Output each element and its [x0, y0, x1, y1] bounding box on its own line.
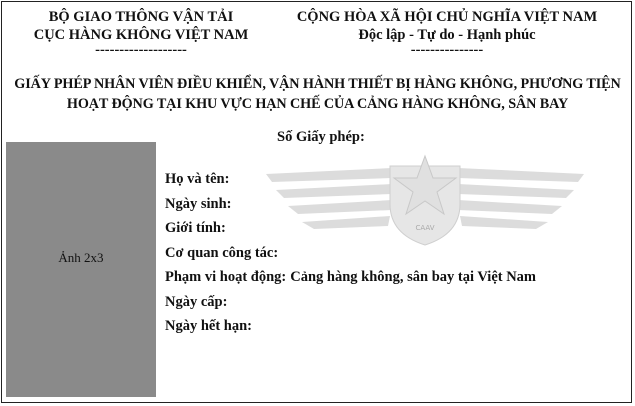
photo-placeholder — [6, 142, 156, 397]
national-heading — [264, 8, 630, 56]
field-row — [165, 316, 536, 341]
field-label: Giới tính: — [165, 220, 226, 236]
ministry-name: BỘ GIAO THÔNG VẬN TẢI — [48, 9, 234, 25]
field-label: Cơ quan công tác: — [165, 244, 279, 261]
field-row — [165, 194, 536, 219]
left-divider: ------------------- — [95, 42, 187, 58]
emblem-text: CAAV — [415, 224, 435, 232]
photo-label: Ảnh 2x3 — [58, 250, 104, 265]
permit-number-label: Số Giấy phép: — [277, 129, 365, 145]
field-row — [165, 243, 536, 268]
field-value: Cảng hàng không, sân bay tại Việt Nam — [290, 269, 537, 285]
right-divider: --------------- — [410, 42, 484, 58]
field-label: Ngày hết hạn: — [165, 318, 253, 334]
title-line-1: GIẤY PHÉP NHÂN VIÊN ĐIỀU KHIỂN, VẬN HÀNH THIẾT BỊ HÀNG KHÔNG, PHƯƠNG TIỆN — [14, 76, 621, 92]
field-row — [165, 169, 536, 194]
field-label: Ngày sinh: — [165, 195, 232, 212]
title-line-2: HOẠT ĐỘNG TẠI KHU VỰC HẠN CHẾ CỦA CẢNG HÀNG KHÔNG, SÂN BAY — [66, 96, 569, 112]
agency-name: CỤC HÀNG KHÔNG VIỆT NAM — [33, 27, 249, 43]
field-row — [165, 292, 536, 317]
country-name: CỘNG HÒA XÃ HỘI CHỦ NGHĨA VIỆT NAM — [296, 9, 598, 25]
document-title — [2, 74, 633, 114]
field-row — [165, 218, 536, 243]
field-label: Họ và tên: — [165, 171, 230, 187]
issuing-authority — [10, 8, 272, 56]
field-label: Ngày cấp: — [165, 293, 228, 310]
national-motto: Độc lập - Tự do - Hạnh phúc — [358, 27, 536, 43]
field-row — [165, 267, 536, 292]
permit-card — [1, 1, 632, 403]
field-label: Phạm vi hoạt động: — [165, 269, 287, 285]
holder-fields — [165, 169, 536, 341]
